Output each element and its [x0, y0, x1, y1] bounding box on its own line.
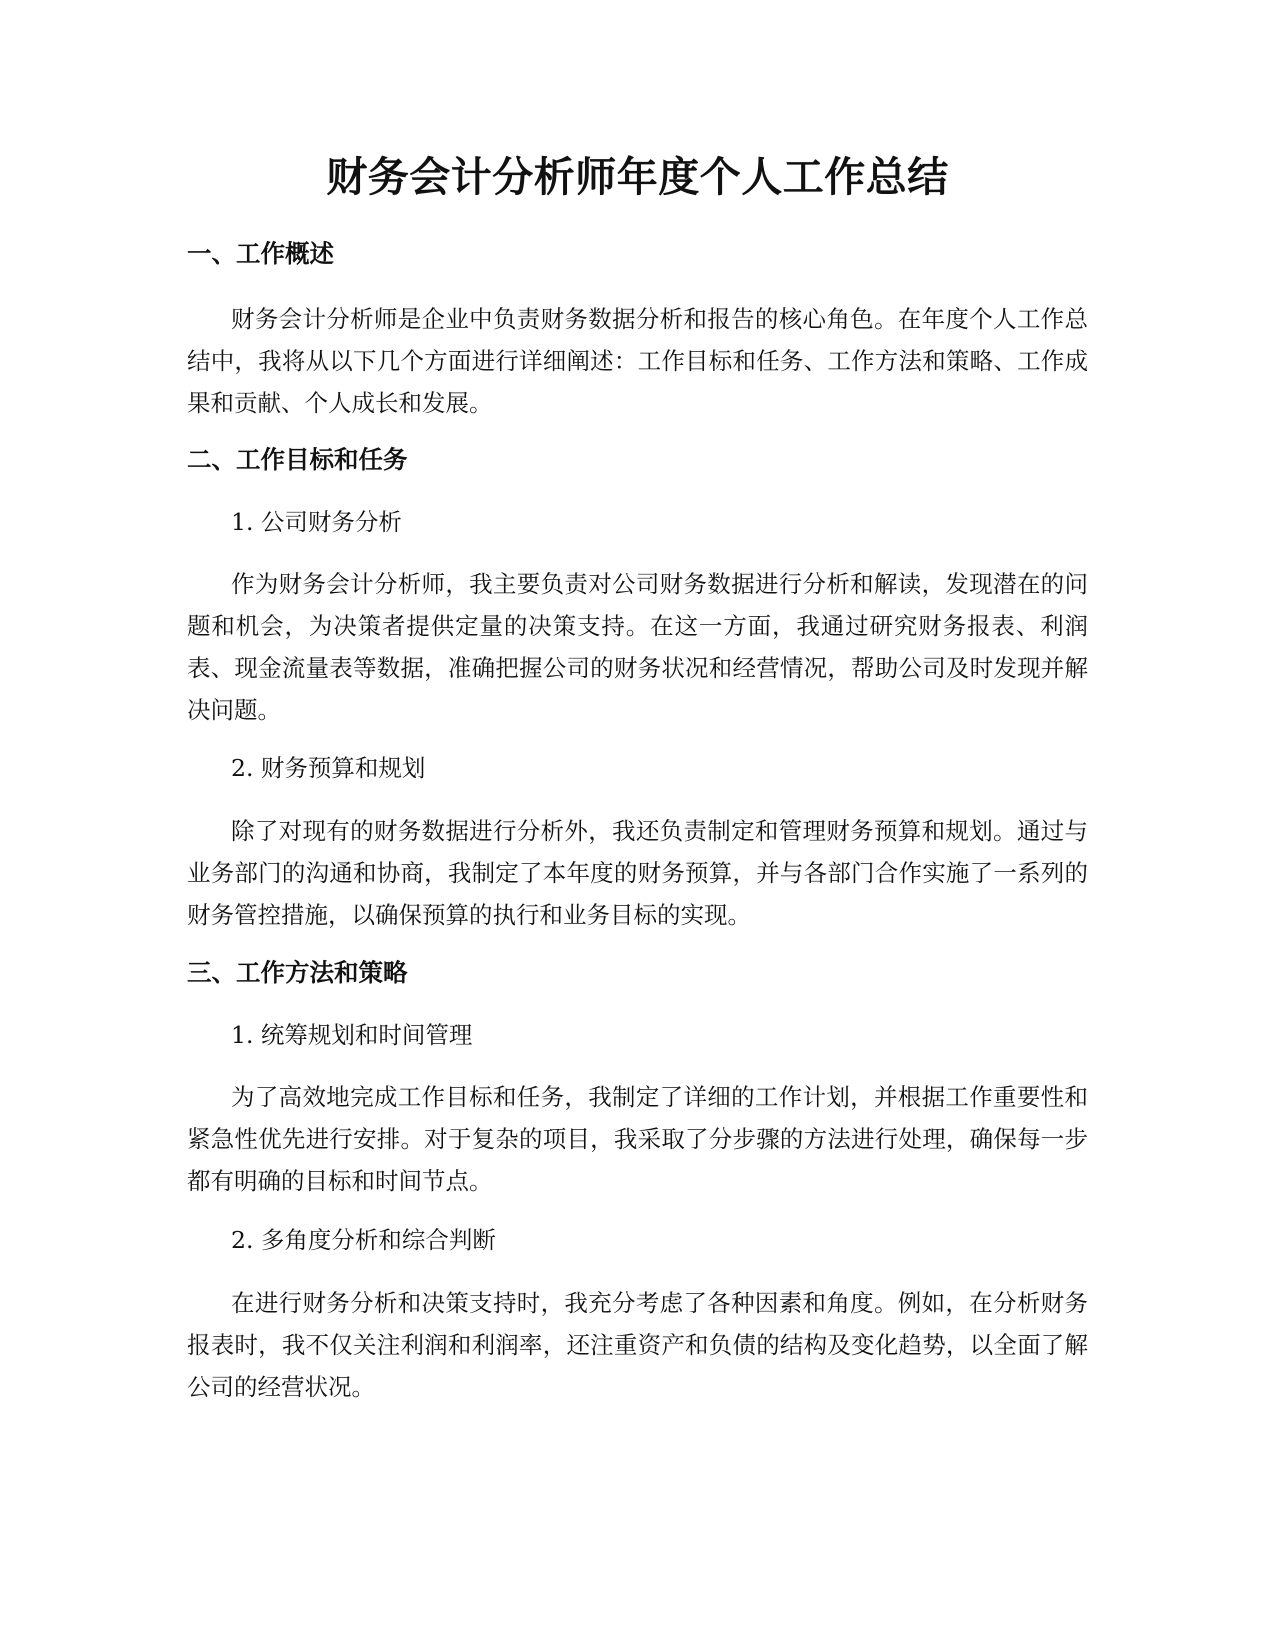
- paragraph-financial-analysis: 作为财务会计分析师，我主要负责对公司财务数据进行分析和解读，发现潜在的问题和机会，为决策者提供定量的决策支持。在这一方面，我通过研究财务报表、利润表、现金流量表等数据，准确把握公司的财务状况和经营情况，帮助公司及时发现并解决问题。: [187, 570, 1088, 724]
- document-title: 财务会计分析师年度个人工作总结: [326, 153, 949, 201]
- subheading-financial-analysis: 1. 公司财务分析: [231, 508, 402, 536]
- section-heading-methods: 三、工作方法和策略: [187, 958, 408, 987]
- paragraph-time-management: 为了高效地完成工作目标和任务，我制定了详细的工作计划，并根据工作重要性和紧急性优先进行安排。对于复杂的项目，我采取了分步骤的方法进行处理，确保每一步都有明确的目标和时间节点。: [187, 1083, 1088, 1195]
- subheading-budget-planning: 2. 财务预算和规划: [231, 754, 426, 782]
- paragraph-budget-planning: 除了对现有的财务数据进行分析外，我还负责制定和管理财务预算和规划。通过与业务部门的沟通和协商，我制定了本年度的财务预算，并与各部门合作实施了一系列的财务管控措施，以确保预算的执行和业务目标的实现。: [187, 817, 1088, 929]
- paragraph-overview: 财务会计分析师是企业中负责财务数据分析和报告的核心角色。在年度个人工作总结中，我将从以下几个方面进行详细阐述：工作目标和任务、工作方法和策略、工作成果和贡献、个人成长和发展。: [187, 305, 1088, 417]
- subheading-multi-angle-analysis: 2. 多角度分析和综合判断: [231, 1226, 496, 1254]
- section-heading-goals: 二、工作目标和任务: [187, 445, 408, 474]
- section-heading-overview: 一、工作概述: [187, 239, 334, 268]
- paragraph-multi-angle-analysis: 在进行财务分析和决策支持时，我充分考虑了各种因素和角度。例如，在分析财务报表时，我不仅关注利润和利润率，还注重资产和负债的结构及变化趋势，以全面了解公司的经营状况。: [187, 1289, 1088, 1401]
- subheading-time-management: 1. 统筹规划和时间管理: [231, 1021, 473, 1049]
